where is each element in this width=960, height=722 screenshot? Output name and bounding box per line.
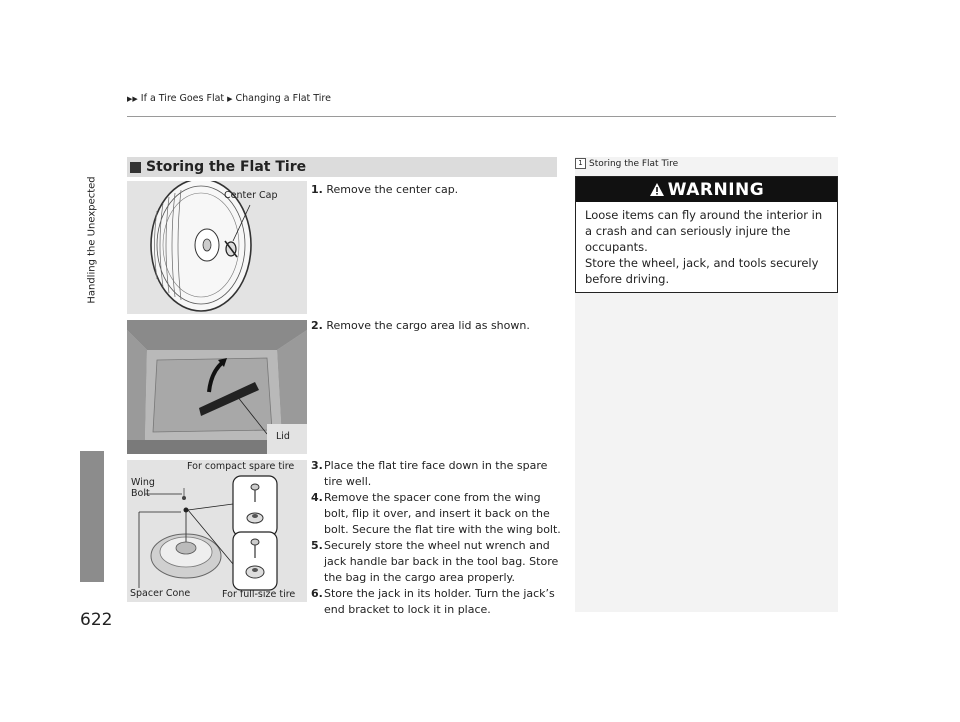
step-3	[311, 458, 563, 490]
warning-box	[575, 176, 838, 293]
step-text: Remove the center cap.	[326, 183, 459, 196]
step-number: 3.	[311, 459, 323, 472]
step-number: 1.	[311, 183, 323, 196]
step-text: Securely store the wheel nut wrench and jack handle bar back in the tool bag. Store the bag in the cargo area properly.	[324, 539, 559, 584]
step-5	[311, 538, 563, 586]
warning-text-1: Loose items can fly around the interior in a crash and can seriously injure the occupants.	[585, 208, 823, 254]
figure-center-cap	[127, 181, 307, 314]
breadcrumb-arrow-icon: ▶	[227, 94, 233, 103]
breadcrumb-item: If a Tire Goes Flat	[140, 93, 225, 104]
spacer-cone-label: Spacer Cone	[130, 588, 191, 599]
side-chapter-marker	[80, 451, 104, 582]
step-2	[311, 318, 530, 334]
wing-label: Wing	[131, 477, 155, 488]
lid-label: Lid	[276, 431, 290, 442]
figure-cargo-lid	[127, 320, 307, 454]
warning-label: WARNING	[667, 179, 765, 200]
section-heading	[127, 157, 557, 177]
step-text: Place the flat tire face down in the spare tire well.	[324, 459, 548, 488]
step-text: Remove the spacer cone from the wing bolt, flip it over, and insert it back on the bolt. Secure the flat tire with the wing bolt.	[324, 491, 561, 536]
step-number: 4.	[311, 491, 323, 504]
warning-text	[576, 202, 837, 292]
step-text: Remove the cargo area lid as shown.	[326, 319, 530, 332]
steps-list	[311, 458, 563, 618]
breadcrumb-arrow-icon: ▶▶	[127, 94, 138, 103]
warning-text-2: Store the wheel, jack, and tools securely before driving.	[585, 256, 819, 286]
note-marker-icon: 1	[575, 158, 586, 169]
warning-triangle-icon	[649, 182, 665, 197]
step-number: 6.	[311, 587, 323, 600]
page-number: 622	[80, 610, 113, 630]
note-title-text: Storing the Flat Tire	[589, 158, 679, 169]
figure-spare-well	[127, 460, 307, 602]
step-number: 5.	[311, 539, 323, 552]
compact-spare-label: For compact spare tire	[187, 461, 295, 472]
full-size-label: For full-size tire	[222, 589, 296, 600]
side-chapter-label: Handling the Unexpected	[86, 176, 98, 304]
note-title	[575, 158, 678, 169]
breadcrumb	[127, 93, 331, 104]
section-title: Storing the Flat Tire	[146, 159, 307, 175]
step-number: 2.	[311, 319, 323, 332]
header-rule	[127, 116, 836, 117]
bolt-label: Bolt	[131, 488, 150, 499]
tire-illustration	[127, 181, 307, 314]
square-bullet-icon	[130, 162, 141, 173]
warning-header	[576, 177, 837, 202]
step-4	[311, 490, 563, 538]
center-cap-label: Center Cap	[224, 190, 278, 201]
breadcrumb-item: Changing a Flat Tire	[235, 93, 331, 104]
step-text: Store the jack in its holder. Turn the jack’s end bracket to lock it in place.	[324, 587, 555, 616]
step-1	[311, 182, 458, 198]
step-6	[311, 586, 563, 618]
wing-bolt-label	[131, 477, 155, 499]
